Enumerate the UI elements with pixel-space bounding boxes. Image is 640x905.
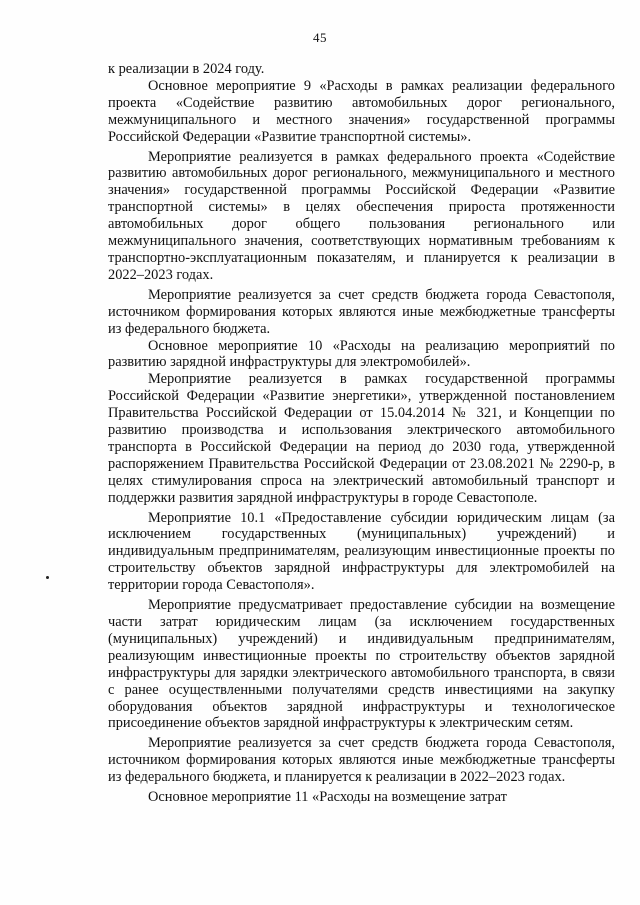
paragraph-measure-10-1-funding: Мероприятие реализуется за счет средств бюджета города Севастополя, источником формирования которых являются иные межбюджетные трансферты из федерального бюджета, и планируется к реализации в 2022–2023 годах. [108,735,615,786]
paragraph-main-measure-10: Основное мероприятие 10 «Расходы на реализацию мероприятий по развитию зарядной инфраструктуры для электромобилей». [108,337,615,371]
paragraph-measure-10-1: Мероприятие 10.1 «Предоставление субсидии юридическим лицам (за исключением государственных (муниципальных) учреждений) и индивидуальным предпринимателям, реализующим инвестиционные проекты по строительству объектов зарядной инфраструктуры для электромобилей на территории города Севастополя». [108,509,615,594]
margin-dot-mark [46,576,49,579]
paragraph-measure-9-funding: Мероприятие реализуется за счет средств бюджета города Севастополя, источником формирования которых являются иные межбюджетные трансферты из федерального бюджета. [108,286,615,337]
paragraph-main-measure-11: Основное мероприятие 11 «Расходы на возмещение затрат [148,789,507,806]
page-number: 45 [313,30,327,45]
paragraph-measure-9-description: Мероприятие реализуется в рамках федерального проекта «Содействие развитию автомобильных дорог регионального, межмуниципального и местного значения» государственной программы Российской Федерации «Развитие транспортной системы» в целях обеспечения прироста протяженности автомобильных дорог общего пользования регионального или межмуниципального значения, соответствующих нормативным требованиям к транспортно-эксплуатационным показателям, и планируется к реализации в 2022–2023 годах. [108,148,615,283]
document-body [108,61,615,806]
paragraph-measure-10-1-description: Мероприятие предусматривает предоставление субсидии на возмещение части затрат юридическим лицам (за исключением государственных (муниципальных) учреждений) и индивидуальным предпринимателям, реализующим инвестиционные проекты по строительству объектов зарядной инфраструктуры для зарядки электрического автомобильного транспорта, в связи с ранее осуществленными получателями средств инвестициями на закупку оборудования объектов зарядной инфраструктуры и технологическое присоединение объектов зарядной инфраструктуры к электрическим сетям. [108,597,615,732]
paragraph-measure-10-description: Мероприятие реализуется в рамках государственной программы Российской Федерации «Развитие энергетики», утвержденной постановлением Правительства Российской Федерации от 15.04.2014 № 321, и Концепции по развитию производства и использования электрического автомобильного транспорта в Российской Федерации на период до 2030 года, утвержденной распоряжением Правительства Российской Федерации от 23.08.2021 № 2290-р, в целях стимулирования спроса на электрический автомобильный транспорт и поддержки развития зарядной инфраструктуры в городе Севастополе. [108,371,615,506]
paragraph-main-measure-9: Основное мероприятие 9 «Расходы в рамках реализации федерального проекта «Содействие развитию автомобильных дорог регионального, межмуниципального и местного значения» государственной программы Российской Федерации «Развитие транспортной системы». [108,77,615,145]
paragraph-continuation: к реализации в 2024 году. [108,61,265,77]
